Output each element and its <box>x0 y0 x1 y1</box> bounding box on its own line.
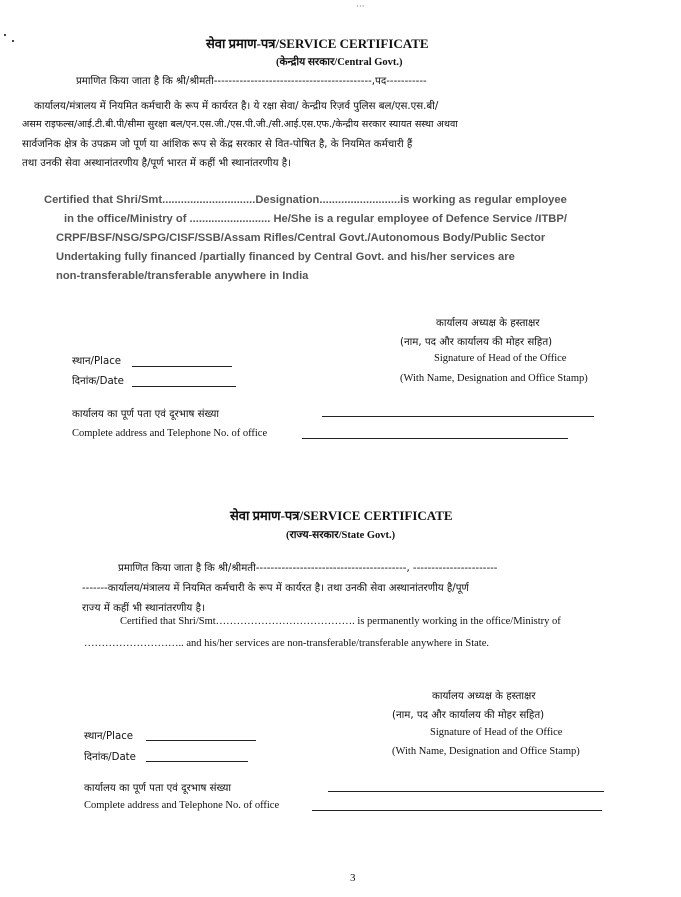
central-title: सेवा प्रमाण-पत्र/SERVICE CERTIFICATE <box>206 36 429 51</box>
central-signature-hi-sub: (नाम, पद और कार्यालय की मोहर सहित) <box>400 337 553 348</box>
central-hindi-line-1: प्रमाणित किया जाता है कि श्री/श्रीमती-------------------------------------------,पद----------- <box>76 76 427 87</box>
state-signature-en-sub: (With Name, Designation and Office Stamp) <box>392 746 580 757</box>
central-signature-hi: कार्यालय अध्यक्ष के हस्ताक्षर <box>436 318 540 329</box>
central-english-line-3: CRPF/BSF/NSG/SPG/CISF/SSB/Assam Rifles/Central Govt./Autonomous Body/Public Sector <box>56 232 546 244</box>
state-place-label: स्थान/Place <box>84 731 134 742</box>
central-date-line <box>132 386 236 387</box>
state-title: सेवा प्रमाण-पत्र/SERVICE CERTIFICATE <box>230 508 453 523</box>
page-number: 3 <box>350 872 356 884</box>
central-english-line-1: Certified that Shri/Smt..............................Designation..........................is working as regular employee <box>44 194 567 206</box>
central-hindi-line-2: कार्यालय/मंत्रालय में नियमित कर्मचारी के रूप में कार्यरत है। ये रक्षा सेवा/ केन्द्रीय रिज़र्व पुलिस बल/एस.एस.बी/ <box>34 101 439 112</box>
state-date-label: दिनांक/Date <box>84 752 136 763</box>
central-subtitle: (केन्द्रीय सरकार/Central Govt.) <box>276 57 403 68</box>
state-signature-en: Signature of Head of the Office <box>430 727 563 738</box>
central-english-line-2: in the office/Ministry of .......................... He/She is a regular employee of Defence Service /ITBP/ <box>64 213 567 225</box>
central-hindi-line-4: सार्वजनिक क्षेत्र के उपक्रम जो पूर्ण या आंशिक रूप से केंद्र सरकार से वित-पोषित है, के नियमित कर्मचारी हैं <box>22 139 413 150</box>
central-hindi-line-3: असम राइफल्स/आई.टी.बी.पी/सीमा सुरक्षा बल/एन.एस.जी./एस.पी.जी./सी.आई.एस.एफ./केन्द्रीय सरकार स्यायत सस्था अथवा <box>22 119 458 130</box>
state-address-line-1 <box>328 791 604 792</box>
central-hindi-line-5: तथा उनकी सेवा अस्थानांतरणीय है/पूर्ण भारत में कहीं भी स्थानांतरणीय है। <box>22 158 291 169</box>
state-place-line <box>146 740 256 741</box>
state-signature-hi: कार्यालय अध्यक्ष के हस्ताक्षर <box>432 691 536 702</box>
state-date-line <box>146 761 248 762</box>
scan-mark-top: ··· <box>356 2 365 12</box>
central-english-line-5: non-transferable/transferable anywhere in India <box>56 270 309 282</box>
state-english-line-1: Certified that Shri/Smt…………………………………. is permanently working in the office/Ministry of <box>120 616 561 627</box>
central-place-line <box>132 366 232 367</box>
state-address-en: Complete address and Telephone No. of office <box>84 800 280 811</box>
state-signature-hi-sub: (नाम, पद और कार्यालय की मोहर सहित) <box>392 710 545 721</box>
state-english-line-2: ……………………….. and his/her services are non-transferable/transferable anywhere in State. <box>84 638 489 649</box>
state-address-line-2 <box>312 810 602 811</box>
state-hindi-line-2: -------कार्यालय/मंत्रालय में नियमित कर्मचारी के रूप में कार्यरत है। तथा उनकी सेवा अस्थानांतरणीय है/पूर्ण <box>82 583 469 594</box>
central-english-line-4: Undertaking fully financed /partially financed by Central Govt. and his/her services are <box>56 251 515 263</box>
central-place-label: स्थान/Place <box>72 356 122 367</box>
scan-speck <box>4 34 6 36</box>
scan-speck <box>12 40 14 42</box>
state-subtitle: (राज्य-सरकार/State Govt.) <box>286 530 396 541</box>
central-signature-en-sub: (With Name, Designation and Office Stamp) <box>400 373 588 384</box>
central-address-line-1 <box>322 416 594 417</box>
state-address-hi: कार्यालय का पूर्ण पता एवं दूरभाष संख्या <box>84 783 232 794</box>
state-hindi-line-1: प्रमाणित किया जाता है कि श्री/श्रीमती-----------------------------------------, ----------------------- <box>118 563 498 574</box>
central-address-line-2 <box>302 438 568 439</box>
central-address-en: Complete address and Telephone No. of office <box>72 428 268 439</box>
central-address-hi: कार्यालय का पूर्ण पता एवं दूरभाष संख्या <box>72 409 220 420</box>
central-signature-en: Signature of Head of the Office <box>434 353 567 364</box>
central-date-label: दिनांक/Date <box>72 376 124 387</box>
state-hindi-line-3: राज्य में कहीं भी स्थानांतरणीय है। <box>82 603 205 614</box>
